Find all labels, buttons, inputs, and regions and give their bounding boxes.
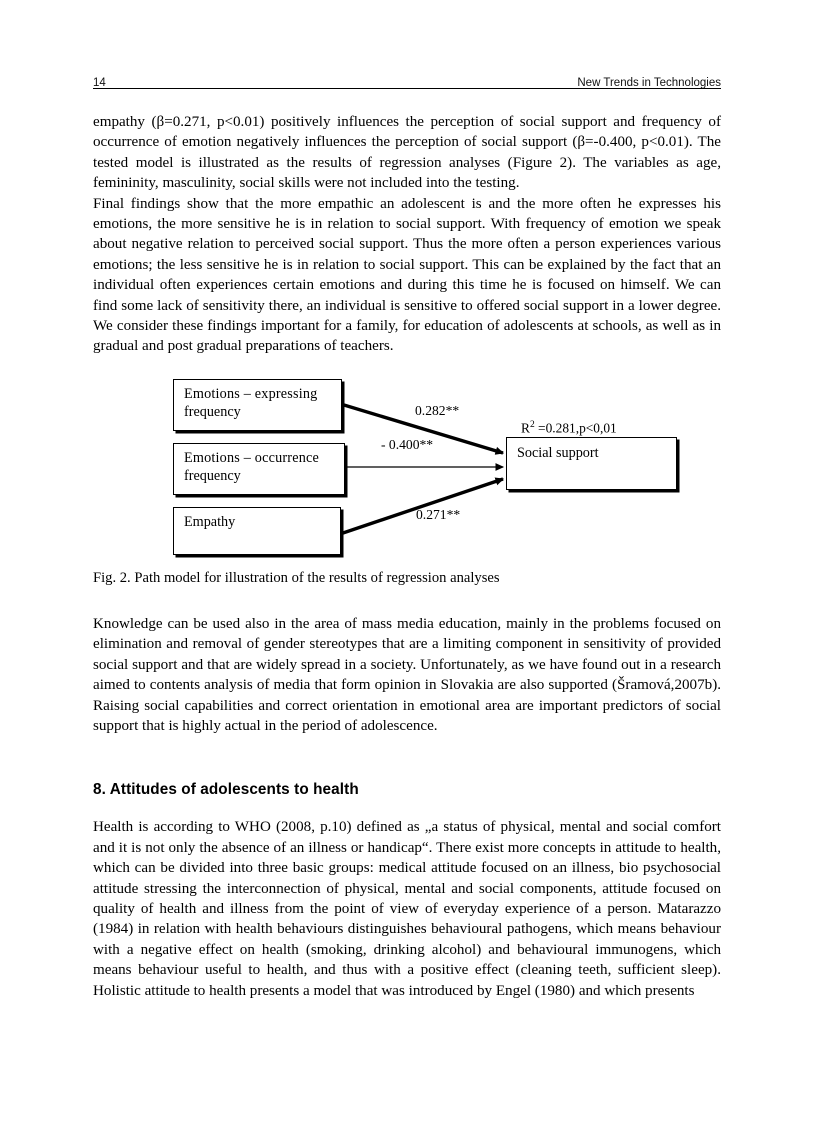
node-emotions-expressing-line2: frequency	[184, 403, 241, 420]
spacer	[93, 736, 721, 762]
node-emotions-occurrence-line2: frequency	[184, 467, 241, 484]
page-content	[93, 112, 721, 1001]
page-header	[93, 68, 721, 90]
header-divider	[93, 88, 721, 89]
node-social-support-label: Social support	[517, 444, 599, 461]
node-emotions-occurrence-line1: Emotions – occurrence	[184, 449, 319, 466]
spacer	[93, 588, 721, 614]
r-squared-exponent: 2	[529, 419, 535, 430]
edge-label-empathy: 0.271**	[416, 506, 461, 522]
r-squared-annotation	[521, 417, 617, 436]
paragraph-health: Health is according to WHO (2008, p.10) defined as „a status of physical, mental and social comfort and it is not only the absence of an illness or handicap“. There exist more concepts in attitude to health, which can be divided into three basic groups: medical attitude focused on an illness, bio psychosocial attitude stressing the interconnection of physical, mental and social components, attitude focused on quality of health and illness from the point of view of everyday experience of a person. Matarazzo (1984) in relation with health behaviours distinguishes behavioural pathogens, which means behaviour with a negative effect on health (smoking, drinking alcohol) and behavioural immunogens, which means behaviour useful to health, and thus with a positive effect (cleaning teeth, sufficient sleep). Holistic attitude to health presents a model that was introduced by Engel (1980) and which presents	[93, 819, 721, 999]
spacer	[93, 357, 721, 375]
spacer	[93, 799, 721, 817]
spacer	[93, 560, 721, 569]
paragraph-continuation: empathy (β=0.271, p<0.01) positively influences the perception of social support and frequency of occurrence of emotion negatively influences the perception of social support (β=-0.400, p<0.01). The tested model is illustrated as the results of regression analyses (Figure 2). The variables as age, femininity, masculinity, social skills were not included into the testing.	[93, 114, 721, 192]
paragraph-knowledge: Knowledge can be used also in the area of mass media education, mainly in the problems focused on elimination and removal of gender stereotypes that are a limiting component in sensitivity of provided social support and that are widely spread in a society. Unfortunately, as we have found out in a research aimed to contents analysis of media that form opinion in Slovakia are also supported (Šramová,2007b). Raising social capabilities and correct orientation in emotional area are important predictors of social support that is highly actual in the period of adolescence.	[93, 615, 721, 734]
node-emotions-expressing	[173, 379, 342, 431]
figure-caption: Fig. 2. Path model for illustration of the results of regression analyses	[93, 569, 500, 586]
section-heading: 8. Attitudes of adolescents to health	[93, 781, 359, 799]
r-squared-symbol: R	[521, 420, 530, 436]
node-empathy	[173, 507, 341, 555]
edge-label-expressing: 0.282**	[415, 402, 460, 418]
node-social-support	[506, 437, 677, 490]
page-number: 14	[93, 77, 106, 89]
node-emotions-occurrence	[173, 443, 345, 495]
spacer	[93, 762, 721, 780]
node-empathy-label: Empathy	[184, 513, 236, 530]
edge-label-occurrence: - 0.400**	[381, 436, 434, 452]
paragraph-final-findings: Final findings show that the more empathic an adolescent is and the more often he expresses his emotions, the more sensitive he is in relation to social support. With frequency of emotion we speak about negative relation to perceived social support. Thus the more often a person experiences various emotions; the less sensitive he is in relation to social support. This can be explained by the fact that an individual often experiences certain emotions and during this time he is focused on himself. We can find some lack of sensitivity there, an individual is sensitive to offered social support in a lower degree. We consider these findings important for a family, for education of adolescents at schools, as well as in gradual and post gradual preparations of teachers.	[93, 195, 721, 355]
node-emotions-expressing-line1: Emotions – expressing	[184, 385, 318, 402]
running-title: New Trends in Technologies	[577, 77, 721, 89]
path-model-figure	[93, 375, 721, 560]
r-squared-value: =0.281,p<0,01	[534, 420, 617, 436]
